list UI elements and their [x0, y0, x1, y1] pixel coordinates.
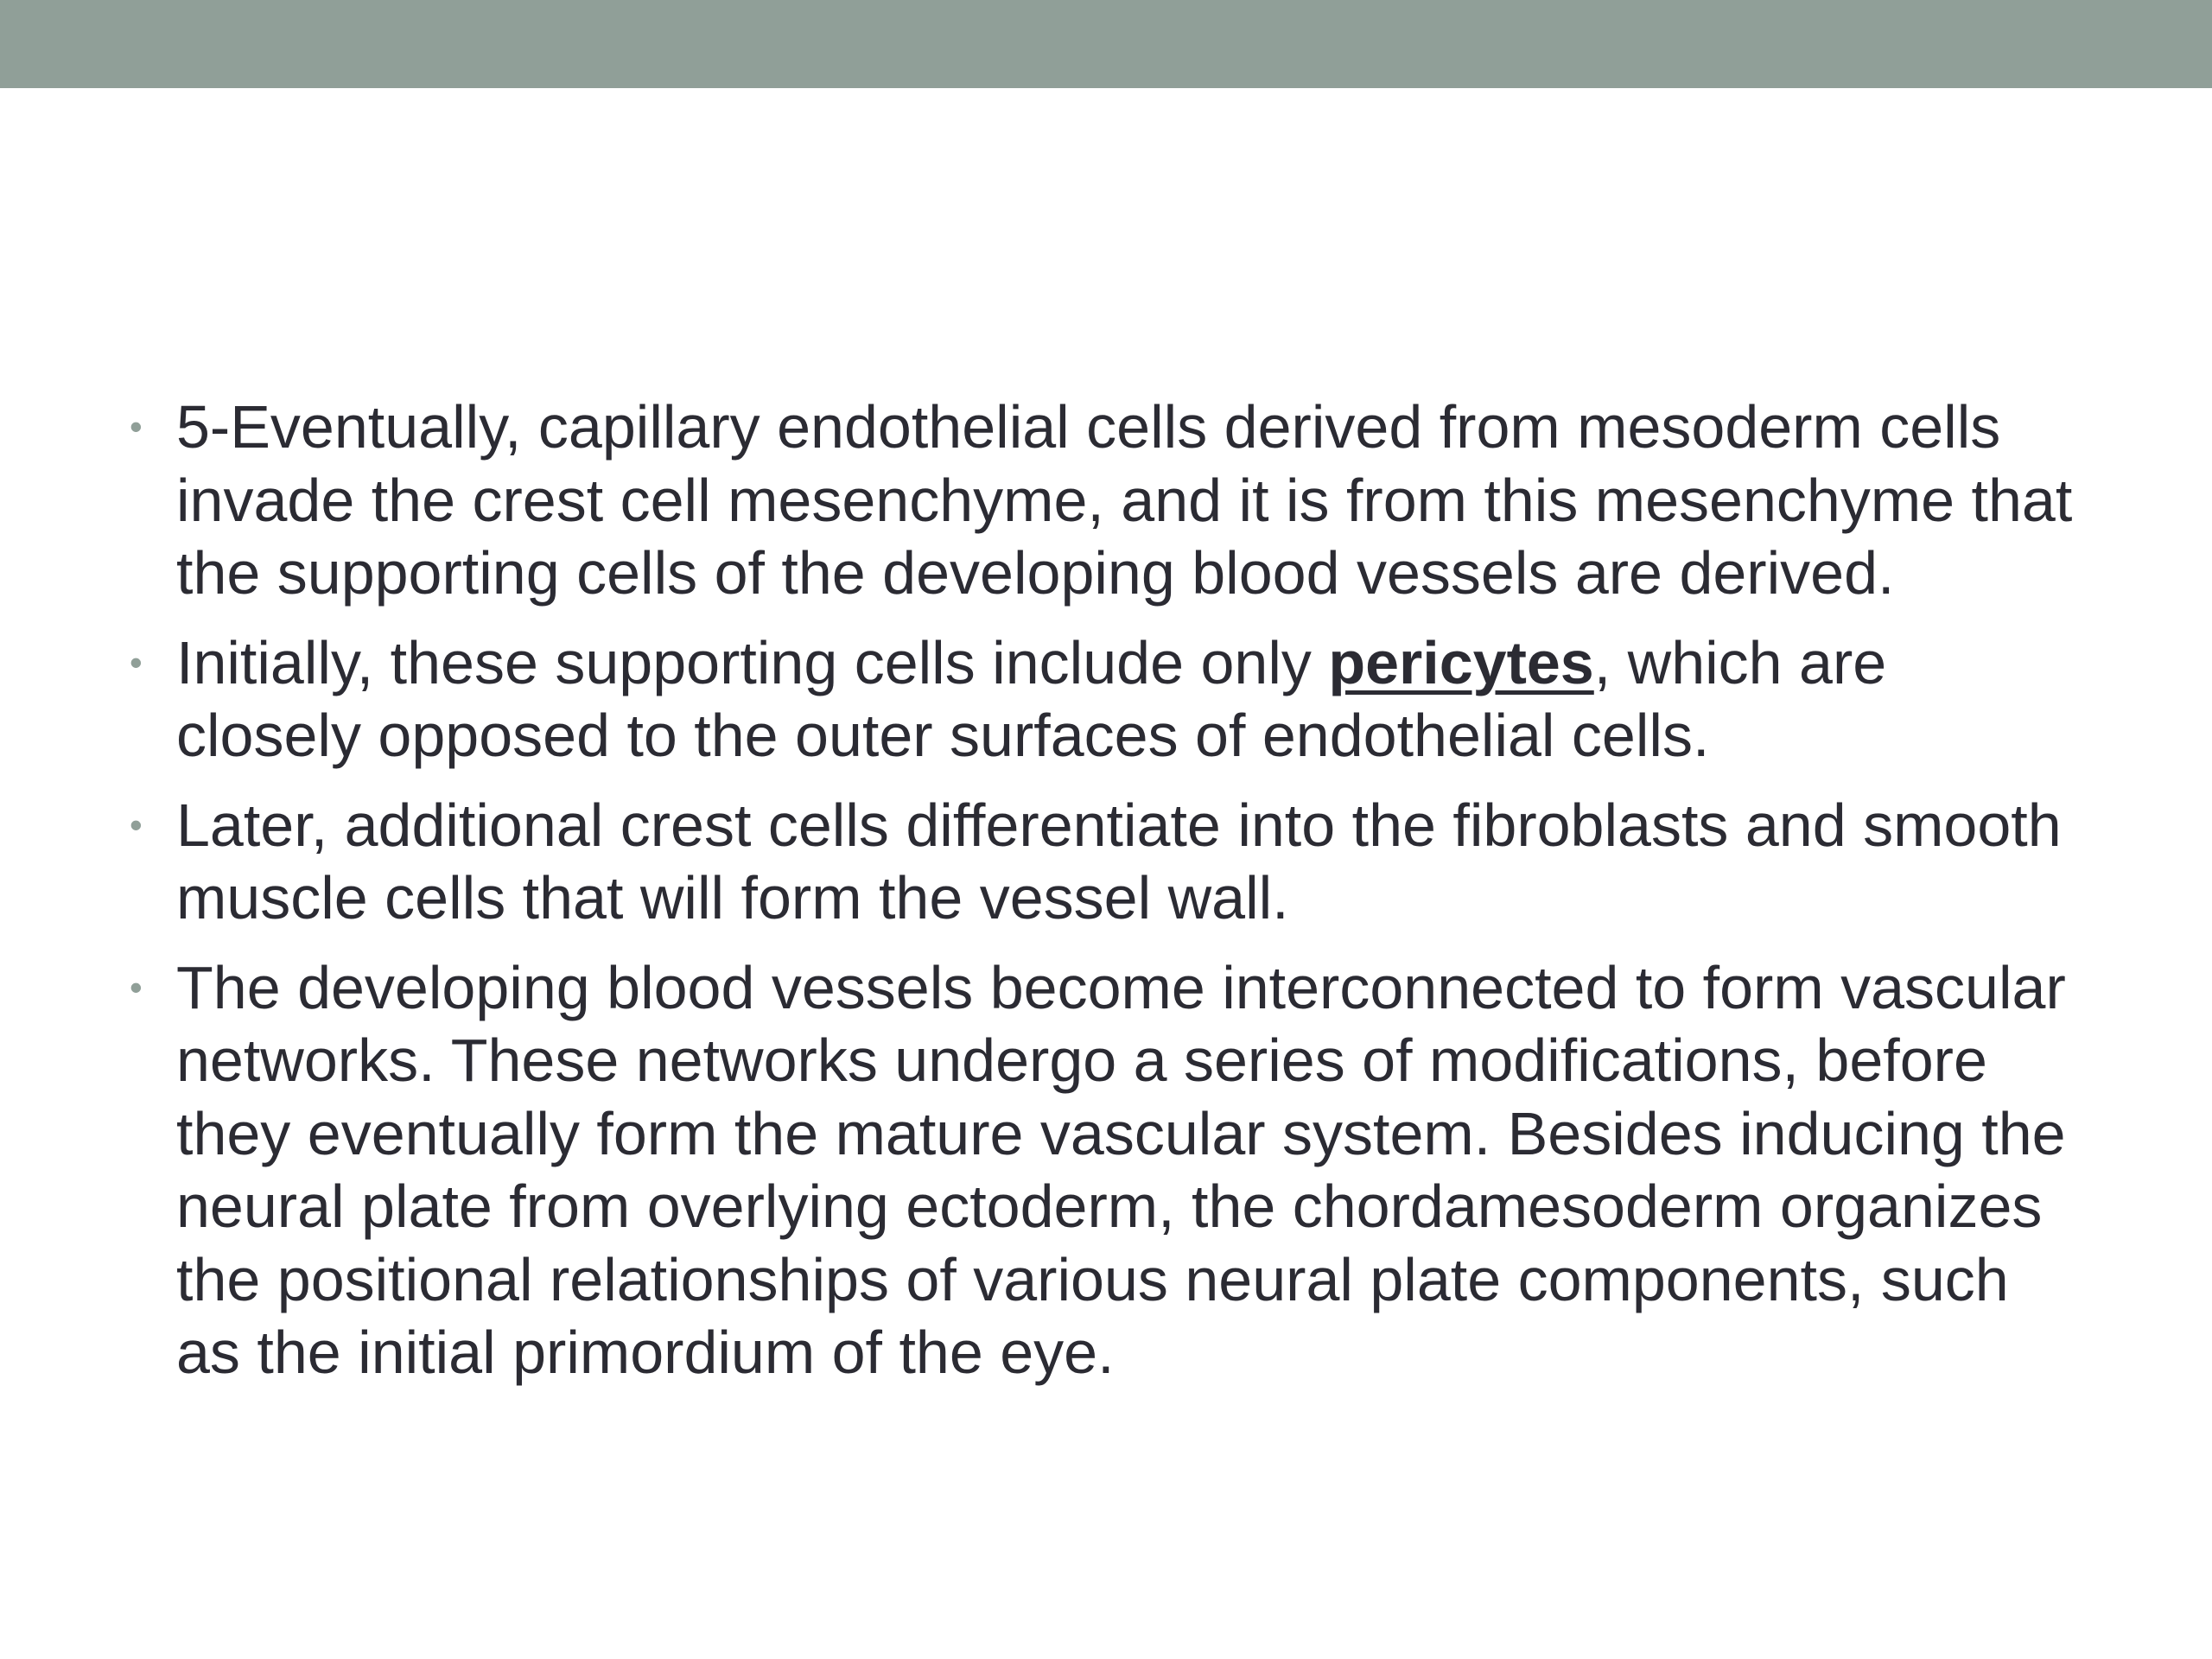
bullet-list [126, 391, 2079, 1389]
bullet-dot-icon: • [130, 804, 143, 845]
bullet-text: 5-Eventually, capillary endothelial cells derived from mesoderm cells invade the crest cell mesenchyme, and it is from this mesenchyme that the supporting cells of the developing blood vessels are derived. [176, 393, 2073, 607]
bullet-dot-icon: • [130, 966, 143, 1007]
bullet-text: The developing blood vessels become interconnected to form vascular networks. These networks undergo a series of modifications, before they eventually form the mature vascular system. Besides inducing the neural plate from overlying ectoderm, the chordamesoderm organizes the positional relationships of various neural plate components, such as the initial primordium of the eye. [176, 953, 2066, 1386]
bullet-item-crest-cells [126, 789, 2079, 935]
bullet-text-before: Initially, these supporting cells include only [176, 628, 1329, 696]
bullet-item-pericytes [126, 626, 2079, 772]
bullet-item-capillary-endothelial [126, 391, 2079, 610]
bullet-text-after: , which are closely opposed to the outer surfaces of endothelial cells. [176, 628, 1887, 769]
pericytes-term: pericytes [1328, 628, 1594, 696]
bullet-dot-icon: • [130, 406, 143, 447]
bullet-item-vascular-networks [126, 951, 2079, 1389]
bullet-dot-icon: • [130, 641, 143, 683]
slide-body [126, 391, 2079, 1406]
bullet-text: Later, additional crest cells differentiate into the fibroblasts and smooth muscle cells that will form the vessel wall. [176, 791, 2062, 931]
slide-header-bar [0, 0, 2212, 88]
